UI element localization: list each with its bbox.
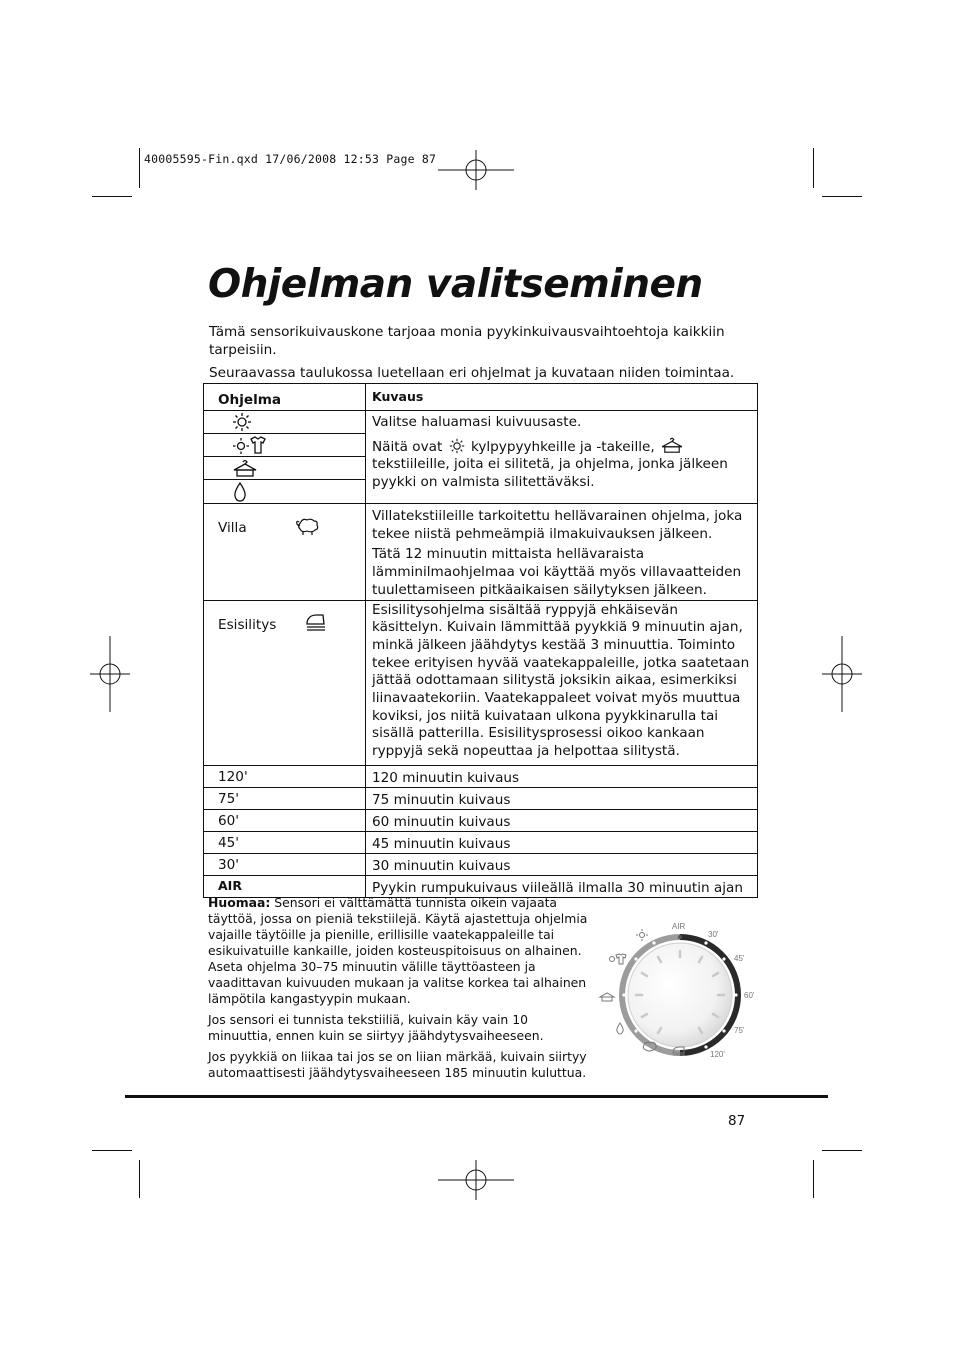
dial-label-30: 30' xyxy=(708,930,719,939)
sensor-programs-row xyxy=(204,411,758,504)
program-table xyxy=(203,383,758,898)
hanger-icon xyxy=(659,436,685,454)
page-title: Ohjelman valitseminen xyxy=(208,262,703,307)
dial-label-120: 120' xyxy=(710,1050,725,1059)
note-label: Huomaa: xyxy=(208,895,271,910)
file-header: 40005595-Fin.qxd 17/06/2008 12:53 Page 87 xyxy=(144,152,437,166)
iron-icon xyxy=(305,612,327,632)
intro-paragraph: Tämä sensorikuivauskone tarjoaa monia pyykinkuivausvaihtoehtoja kaikkiin tarpeisiin. xyxy=(209,324,725,358)
preiron-label: Esisilitys xyxy=(218,616,277,633)
header-program: Ohjelma xyxy=(204,384,366,411)
wool-label: Villa xyxy=(218,520,247,536)
sheep-icon xyxy=(295,516,321,536)
sun-icon xyxy=(636,929,648,941)
dial-label-air: AIR xyxy=(672,922,686,931)
wool-row xyxy=(204,504,758,601)
sensor-desc-2: Näitä ovat kylpypyyhkeille ja -takeille, tekstiileille, joita ei silitetä, ja ohjelma, jonka jälkeen pyykki on valmista silitettäväksi. xyxy=(372,436,751,492)
drop-icon xyxy=(617,1023,623,1034)
note-block: Huomaa: Sensori ei välttämättä tunnista oikein vajaata täyttöä, jossa on pieniä tekstiilejä. Käytä ajastettuja ohjelmia vajaille täytöille ja pienille, erillisille vaatekappaleille tai esikuivatuille kankaille, joiden kosteuspitoisuus on alhainen. Aseta ohjelma 30–75 minuutin välille täyttöasteen ja vaadittavan kuivuuden mukaan ja valitse korkea tai alhainen lämpötila kangastyypin mukaan. Jos sensori ei tunnista tekstiiliä, kuivain käy vain 10 minuuttia, ennen kuin se siirtyy jäähdytysvaiheeseen. Jos pyykkiä on liikaa tai jos se on liian märkää, kuivain siirtyy automaattisesti jäähdytysvaiheeseen 185 minuutin kuluttua. xyxy=(208,895,588,1080)
preiron-desc: Esisilitysohjelma sisältää ryppyjä ehkäisevän käsittelyn. Kuivain lämmittää pyykkiä 9 minuutin ajan, minkä jälkeen jäähdytys kestää 3 minuuttia. Toiminto tekee erityisen hyvää vaatekappaleille, jotka saatetaan jättää odottamaan silitystä joksikin aikaa, esimerkiksi liinavaatekoriin. Vaatekappaleet voivat myös muuttua koviksi, jos niitä kuivataan ulkona pyykkinarulla tai sisällä patterilla. Esisilitysprosessi oikoo kankaan ryppyjä sekä nopeuttaa ja helpottaa silitystä. xyxy=(372,601,750,760)
wool-desc-1: Villatekstiileille tarkoitettu hellävarainen ohjelma, joka tekee niistä pehmeämpiä ilmakuivauksen jälkeen. xyxy=(372,508,743,542)
hanger-icon xyxy=(600,993,614,1001)
preiron-row xyxy=(204,600,758,765)
sensor-desc-1: Valitse haluamasi kuivuusaste. xyxy=(372,414,582,430)
timed-row: 120' 120 minuutin kuivaus xyxy=(204,765,758,787)
timed-row: 60' 60 minuutin kuivaus xyxy=(204,809,758,831)
wool-desc-2: Tätä 12 minuutin mittaista hellävaraista lämminilmaohjelmaa voi käyttää myös villavaatteiden tuulettamiseen pitkäaikaisen säilytyksen jälkeen. xyxy=(372,546,742,598)
dial-label-75: 75' xyxy=(734,1026,745,1035)
sun-icon xyxy=(447,438,467,454)
footer-rule xyxy=(125,1095,828,1098)
timed-row: 75' 75 minuutin kuivaus xyxy=(204,787,758,809)
dial-label-60: 60' xyxy=(744,991,755,1000)
timed-row: 30' 30 minuutin kuivaus xyxy=(204,853,758,875)
intro-paragraph-2: Seuraavassa taulukossa luetellaan eri ohjelmat ja kuvataan niiden toimintaa. xyxy=(209,365,735,381)
dial-label-45: 45' xyxy=(734,954,745,963)
header-description: Kuvaus xyxy=(366,384,758,411)
program-dial xyxy=(596,915,772,1065)
sun-shirt-icon xyxy=(610,954,627,964)
sun-icon xyxy=(204,411,365,434)
page-number: 87 xyxy=(728,1113,746,1129)
sun-shirt-icon xyxy=(204,434,365,457)
air-row: AIR Pyykin rumpukuivaus viileällä ilmalla 30 minuutin ajan xyxy=(204,875,758,897)
drop-icon xyxy=(204,480,365,503)
timed-row: 45' 45 minuutin kuivaus xyxy=(204,831,758,853)
hanger-icon xyxy=(204,457,365,480)
